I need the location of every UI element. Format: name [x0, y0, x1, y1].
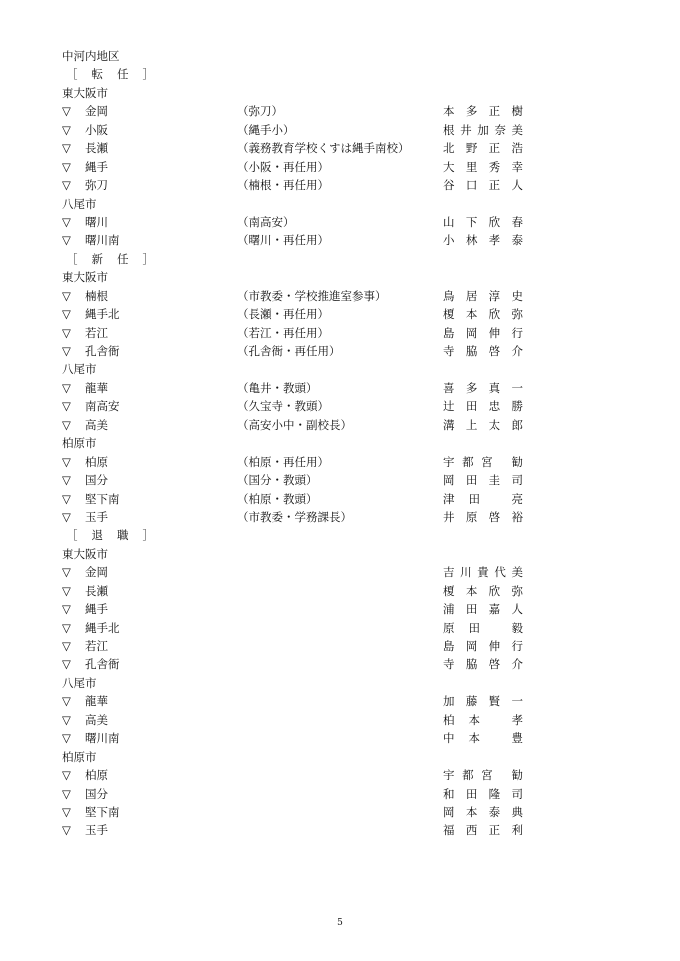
person-name: 加藤賢一 — [443, 694, 523, 709]
triangle-marker-icon: ▽ — [62, 694, 71, 709]
previous-post: （孔舎衙・再任用） — [237, 344, 341, 358]
triangle-marker-icon: ▽ — [62, 731, 71, 746]
person-name: 井原啓裕 — [443, 509, 523, 524]
school-name: 龍華 — [85, 380, 108, 395]
triangle-marker-icon: ▽ — [62, 583, 71, 598]
region-heading: 八尾市 — [62, 675, 97, 690]
category-label: ［ 転 任 ］ — [66, 67, 160, 82]
person-name: 鳥居淳史 — [443, 288, 523, 303]
school-name: 孔舎衙 — [85, 657, 120, 672]
category-heading — [0, 65, 680, 83]
list-item — [0, 231, 680, 249]
section-heading — [0, 195, 680, 213]
school-name: 堅下南 — [85, 491, 120, 506]
school-name: 金岡 — [85, 104, 108, 119]
section-heading — [0, 674, 680, 692]
school-name: 縄手北 — [85, 307, 120, 322]
category-label: ［ 新 任 ］ — [66, 251, 160, 266]
list-item — [0, 619, 680, 637]
previous-post: （久宝寺・教頭） — [237, 399, 329, 414]
triangle-marker-icon: ▽ — [62, 214, 71, 229]
previous-post: （南高安） — [237, 214, 295, 229]
triangle-marker-icon: ▽ — [62, 380, 71, 395]
school-name: 曙川南 — [85, 233, 120, 248]
list-item — [0, 508, 680, 526]
person-name: 谷口正人 — [443, 178, 523, 193]
section-heading — [0, 84, 680, 102]
list-item — [0, 655, 680, 673]
person-name: 原田 毅 — [443, 620, 523, 635]
triangle-marker-icon: ▽ — [62, 639, 71, 653]
triangle-marker-icon: ▽ — [62, 823, 71, 838]
triangle-marker-icon: ▽ — [62, 325, 71, 340]
triangle-marker-icon: ▽ — [62, 804, 71, 819]
list-item — [0, 416, 680, 434]
triangle-marker-icon: ▽ — [62, 141, 71, 156]
list-item — [0, 563, 680, 581]
school-name: 南高安 — [85, 399, 120, 414]
category-heading — [0, 250, 680, 268]
previous-post: （縄手小） — [237, 122, 295, 137]
category-label: ［ 退 職 ］ — [66, 528, 160, 543]
school-name: 曙川 — [85, 214, 108, 229]
section-heading — [0, 434, 680, 452]
list-item — [0, 711, 680, 729]
triangle-marker-icon: ▽ — [62, 602, 71, 617]
triangle-marker-icon: ▽ — [62, 620, 71, 635]
list-item — [0, 379, 680, 397]
page-number: 5 — [337, 918, 343, 928]
person-name: 榎本欣弥 — [443, 583, 523, 598]
person-name: 岡本泰典 — [443, 804, 523, 819]
region-heading: 東大阪市 — [62, 546, 108, 561]
triangle-marker-icon: ▽ — [62, 178, 71, 193]
school-name: 龍華 — [85, 694, 108, 709]
triangle-marker-icon: ▽ — [62, 288, 71, 303]
person-name: 北野正浩 — [443, 141, 523, 156]
triangle-marker-icon: ▽ — [62, 565, 71, 580]
list-item — [0, 803, 680, 821]
category-heading — [0, 526, 680, 544]
school-name: 長瀬 — [85, 583, 108, 598]
list-item — [0, 397, 680, 415]
person-name: 福西正利 — [443, 823, 523, 838]
list-item — [0, 490, 680, 508]
previous-post: （小阪・再任用） — [237, 159, 329, 174]
person-name: 岡田圭司 — [443, 473, 523, 488]
person-name: 辻田忠勝 — [443, 399, 523, 414]
region-heading: 柏原市 — [62, 436, 97, 451]
region-heading: 東大阪市 — [62, 85, 108, 100]
person-name: 浦田嘉人 — [443, 602, 523, 617]
region-heading: 八尾市 — [62, 196, 97, 211]
region-heading: 中河内地区 — [62, 49, 120, 63]
triangle-marker-icon: ▽ — [62, 768, 71, 783]
school-name: 縄手北 — [85, 620, 120, 635]
list-item — [0, 821, 680, 839]
list-item — [0, 600, 680, 618]
school-name: 曙川南 — [85, 731, 120, 746]
school-name: 弥刀 — [85, 178, 108, 193]
region-heading: 柏原市 — [62, 749, 97, 764]
previous-post: （楠根・再任用） — [237, 178, 329, 193]
person-name: 根井加奈美 — [443, 122, 523, 137]
triangle-marker-icon: ▽ — [62, 491, 71, 506]
list-item — [0, 637, 680, 655]
school-name: 楠根 — [85, 288, 108, 303]
section-heading — [0, 268, 680, 286]
school-name: 玉手 — [85, 509, 108, 524]
list-item — [0, 582, 680, 600]
previous-post: （柏原・教頭） — [237, 491, 318, 506]
triangle-marker-icon: ▽ — [62, 104, 71, 119]
triangle-marker-icon: ▽ — [62, 786, 71, 801]
school-name: 国分 — [85, 473, 108, 488]
person-name: 津田 亮 — [443, 491, 523, 506]
region-heading: 八尾市 — [62, 362, 97, 377]
person-name: 大里秀幸 — [443, 159, 523, 174]
previous-post: （亀井・教頭） — [237, 380, 318, 395]
list-item — [0, 139, 680, 157]
section-heading — [0, 360, 680, 378]
person-name: 榎本欣弥 — [443, 307, 523, 322]
person-name: 島岡伸行 — [443, 325, 523, 340]
previous-post: （柏原・再任用） — [237, 454, 329, 469]
list-item — [0, 766, 680, 784]
list-item — [0, 729, 680, 747]
list-item — [0, 342, 680, 360]
list-item — [0, 471, 680, 489]
person-name: 溝上太郎 — [443, 417, 523, 432]
section-heading — [0, 47, 680, 65]
previous-post: （義務教育学校くすは縄手南校） — [237, 141, 410, 156]
school-name: 小阪 — [85, 122, 108, 137]
list-item — [0, 158, 680, 176]
list-item — [0, 305, 680, 323]
triangle-marker-icon: ▽ — [62, 473, 71, 488]
triangle-marker-icon: ▽ — [62, 159, 71, 174]
triangle-marker-icon: ▽ — [62, 657, 71, 672]
school-name: 長瀬 — [85, 141, 108, 156]
previous-post: （曙川・再任用） — [237, 233, 329, 248]
person-name: 島岡伸行 — [443, 639, 523, 653]
person-name: 吉川貴代美 — [443, 565, 523, 580]
person-name: 喜多真一 — [443, 380, 523, 395]
school-name: 堅下南 — [85, 804, 120, 819]
triangle-marker-icon: ▽ — [62, 307, 71, 322]
list-item — [0, 213, 680, 231]
school-name: 柏原 — [85, 454, 108, 469]
school-name: 孔舎衙 — [85, 344, 120, 358]
list-item — [0, 176, 680, 194]
previous-post: （長瀬・再任用） — [237, 307, 329, 322]
section-heading — [0, 748, 680, 766]
personnel-list — [0, 47, 680, 840]
school-name: 縄手 — [85, 159, 108, 174]
person-name: 山下欣春 — [443, 214, 523, 229]
triangle-marker-icon: ▽ — [62, 399, 71, 414]
previous-post: （市教委・学校推進室参事） — [237, 288, 387, 303]
triangle-marker-icon: ▽ — [62, 233, 71, 248]
list-item — [0, 121, 680, 139]
school-name: 国分 — [85, 786, 108, 801]
person-name: 中本 豊 — [443, 731, 523, 746]
section-heading — [0, 545, 680, 563]
person-name: 本多正樹 — [443, 104, 523, 119]
list-item — [0, 692, 680, 710]
previous-post: （国分・教頭） — [237, 473, 318, 488]
school-name: 高美 — [85, 712, 108, 727]
school-name: 若江 — [85, 639, 108, 653]
person-name: 寺脇啓介 — [443, 344, 523, 358]
person-name: 寺脇啓介 — [443, 657, 523, 672]
triangle-marker-icon: ▽ — [62, 509, 71, 524]
school-name: 縄手 — [85, 602, 108, 617]
school-name: 玉手 — [85, 823, 108, 838]
region-heading: 東大阪市 — [62, 270, 108, 285]
triangle-marker-icon: ▽ — [62, 712, 71, 727]
person-name: 宇都宮 勧 — [443, 454, 523, 469]
triangle-marker-icon: ▽ — [62, 417, 71, 432]
person-name: 宇都宮 勧 — [443, 768, 523, 783]
list-item — [0, 324, 680, 342]
list-item — [0, 102, 680, 120]
person-name: 和田隆司 — [443, 786, 523, 801]
triangle-marker-icon: ▽ — [62, 454, 71, 469]
school-name: 若江 — [85, 325, 108, 340]
triangle-marker-icon: ▽ — [62, 122, 71, 137]
triangle-marker-icon: ▽ — [62, 344, 71, 358]
previous-post: （弥刀） — [237, 104, 283, 119]
person-name: 小林孝泰 — [443, 233, 523, 248]
person-name: 柏本 孝 — [443, 712, 523, 727]
previous-post: （高安小中・副校長） — [237, 417, 352, 432]
school-name: 金岡 — [85, 565, 108, 580]
list-item — [0, 453, 680, 471]
previous-post: （市教委・学務課長） — [237, 509, 352, 524]
school-name: 柏原 — [85, 768, 108, 783]
school-name: 高美 — [85, 417, 108, 432]
list-item — [0, 785, 680, 803]
previous-post: （若江・再任用） — [237, 325, 329, 340]
list-item — [0, 287, 680, 305]
